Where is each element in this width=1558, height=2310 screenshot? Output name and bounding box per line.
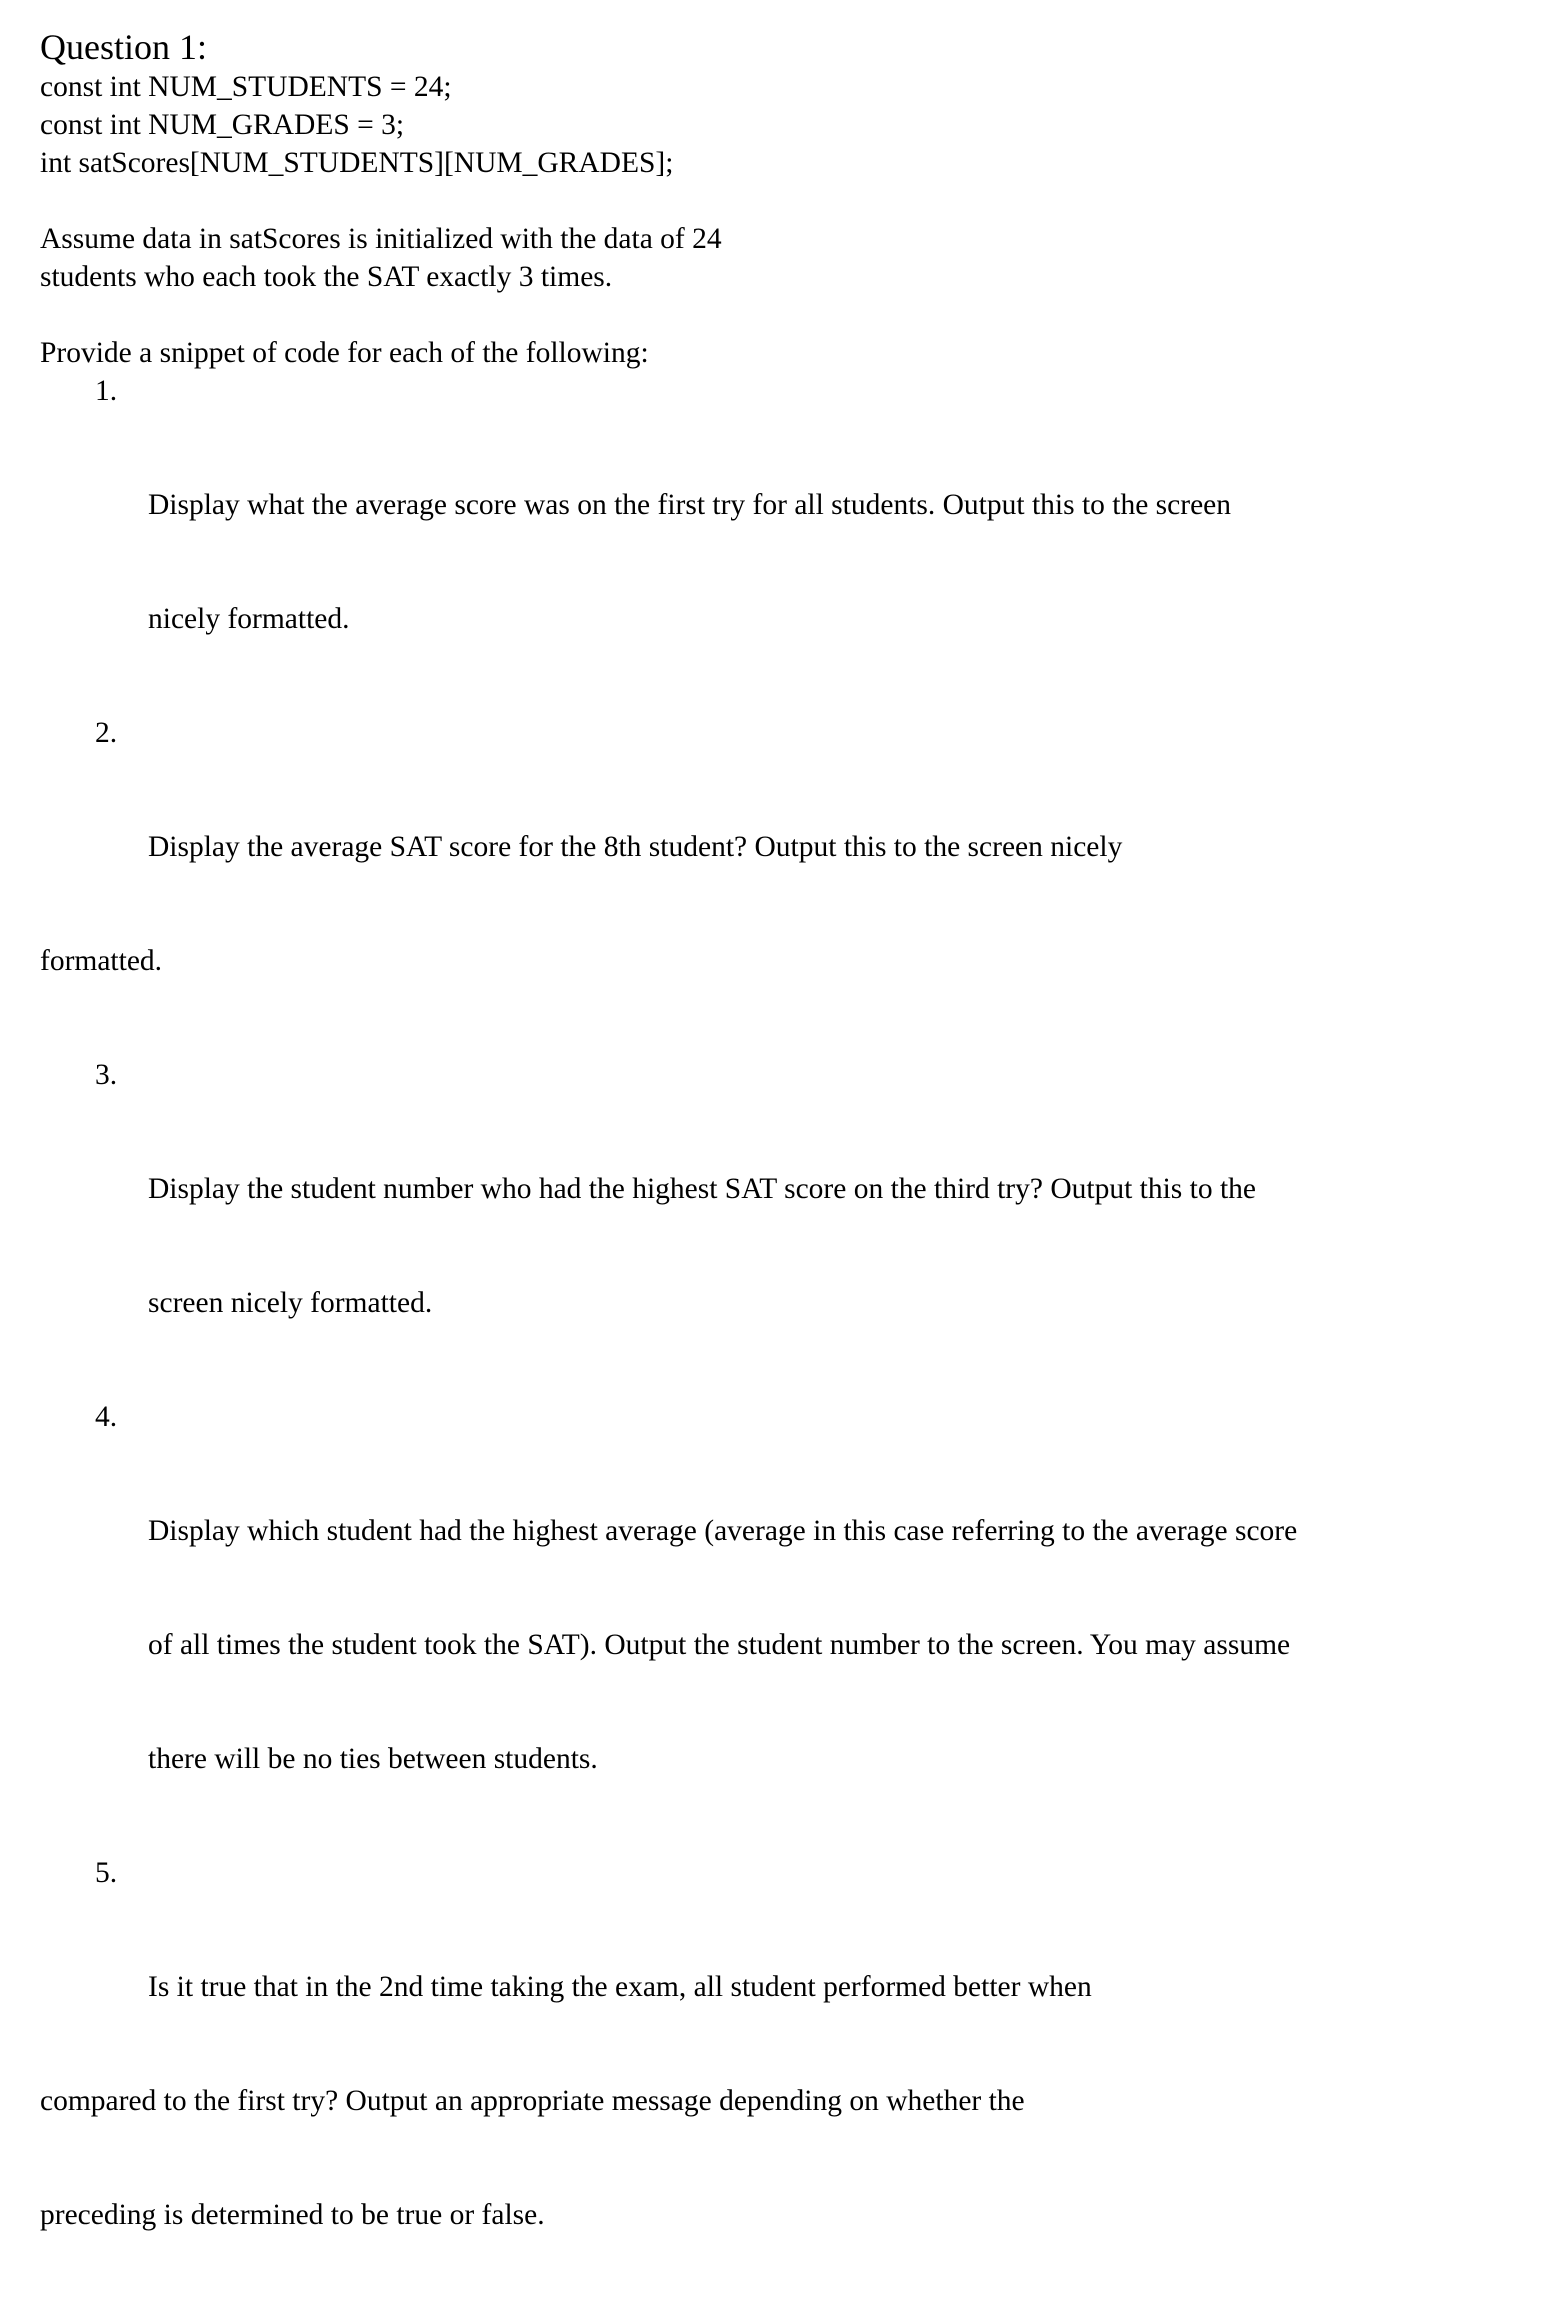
spacer — [40, 182, 1530, 220]
task-continuation-line: preceding is determined to be true or false. — [40, 2199, 545, 2231]
code-block — [40, 68, 1530, 182]
task-list — [40, 372, 1530, 2310]
assumption-line-2: students who each took the SAT exactly 3 times. — [40, 261, 613, 293]
task-item-5 — [40, 1854, 1530, 2310]
task-continuation-line: formatted. — [40, 945, 163, 977]
task-item-1 — [40, 372, 1530, 714]
task-item-3 — [40, 1056, 1530, 1398]
code-line-num-students: const int NUM_STUDENTS = 24; — [40, 71, 452, 103]
task-number: 1. — [95, 375, 118, 407]
task-number: 2. — [95, 717, 118, 749]
task-text-line: screen nicely formatted. — [148, 1287, 433, 1319]
task-number: 4. — [95, 1401, 118, 1433]
document-page — [40, 26, 1530, 2310]
assumption-paragraph — [40, 220, 1530, 296]
task-item-4 — [40, 1398, 1530, 1854]
task-text-line: there will be no ties between students. — [148, 1743, 598, 1775]
task-text-line: Display the student number who had the highest SAT score on the third try? Output this to the — [148, 1173, 1257, 1205]
task-item-2 — [40, 714, 1530, 1056]
task-text-line: nicely formatted. — [148, 603, 350, 635]
task-number: 5. — [95, 1857, 118, 1889]
code-line-sat-scores: int satScores[NUM_STUDENTS][NUM_GRADES]; — [40, 147, 674, 179]
task-text-line: Display what the average score was on the first try for all students. Output this to the screen — [148, 489, 1232, 521]
task-continuation-line: compared to the first try? Output an appropriate message depending on whether the — [40, 2085, 1025, 2117]
question-title: Question 1: — [40, 27, 207, 67]
assumption-line-1: Assume data in satScores is initialized with the data of 24 — [40, 223, 722, 255]
task-text-line: of all times the student took the SAT). Output the student number to the screen. You may assume — [148, 1629, 1291, 1661]
code-line-num-grades: const int NUM_GRADES = 3; — [40, 109, 405, 141]
spacer — [40, 296, 1530, 334]
task-text-line: Display the average SAT score for the 8th student? Output this to the screen nicely — [148, 831, 1123, 863]
task-text-line: Is it true that in the 2nd time taking the exam, all student performed better when — [148, 1971, 1092, 2003]
task-number: 3. — [95, 1059, 118, 1091]
task-text-line: Display which student had the highest average (average in this case referring to the average score — [148, 1515, 1298, 1547]
instructions-intro: Provide a snippet of code for each of the following: — [40, 337, 649, 369]
